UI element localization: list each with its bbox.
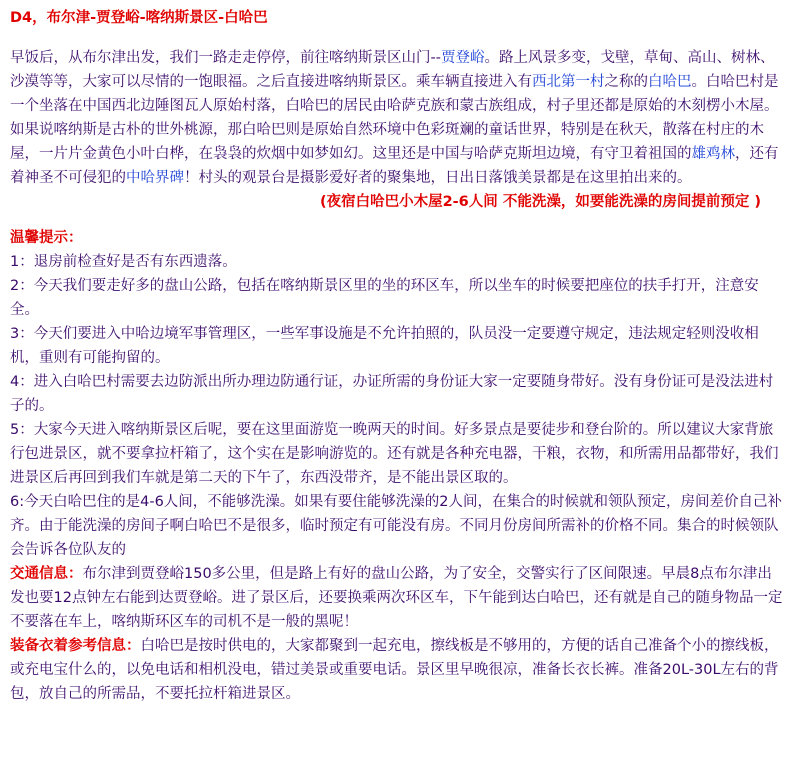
intro-text-2: 。路上风景多变，戈壁，草甸、高山、树林、沙漠等等，大家可以尽情的一饱眼福。之后直接进喀纳斯景区。乘车辆直接进入有	[10, 50, 775, 90]
intro-text-1: 早饭后，从布尔津出发，我们一路走走停停，前往喀纳斯景区山门--	[10, 50, 441, 66]
intro-paragraph	[10, 46, 785, 190]
tips-heading: 温馨提示：	[10, 230, 83, 246]
intro-text-4: 。白哈巴村是一个坐落在中国西北边陲图瓦人原始村落，白哈巴的居民由哈萨克族和蒙古族组成，村子里还都是原始的木刻楞小木屋。如果说喀纳斯是古朴的世外桃源，那白哈巴则是原始自然环境中色彩斑斓的童话世界，特别是在秋天，散落在村庄的木屋，一片片金黄色小叶白桦，在袅袅的炊烟中如梦如幻。这里还是中国与哈萨克斯坦边境，有守卫着祖国的	[10, 74, 779, 162]
intro-text-6: ！村头的观景台是摄影爱好者的聚集地，日出日落饿美景都是在这里拍出来的。	[184, 170, 692, 186]
place-jiadengyu: 贾登峪	[440, 50, 485, 66]
place-xibei-first-village: 西北第一村	[532, 74, 605, 90]
gear-info-text: 白哈巴是按时供电的，大家都聚到一起充电，擦线板是不够用的，方便的话自己准备个小的擦线板，或充电宝什么的，以免电话和相机没电，错过美景或重要电话。景区里早晚很凉，准备长衣长裤。准备20L-30L左右的背包，放自己的所需品，不要托拉杆箱进景区。	[10, 638, 779, 702]
tip-item-5: 5：大家今天进入喀纳斯景区后呢，要在这里面游览一晚两天的时间。好多景点是要徒步和登台阶的。所以建议大家背旅行包进景区，就不要拿拉杆箱了，这个实在是影响游览的。还有就是各种充电器，干粮，衣物，和所需用品都带好，我们进景区后再回到我们车就是第二天的下午了，东西没带齐，是不能出景区取的。	[10, 422, 779, 486]
place-border-marker: 中哈界碑	[126, 170, 184, 186]
tip-item-3: 3：今天们要进入中哈边境军事管理区，一些军事设施是不允许拍照的，队员没一定要遵守规定，违法规定轻则没收相机，重则有可能拘留的。	[10, 326, 759, 366]
intro-text-5: ，还有着神圣不可侵犯的	[10, 146, 779, 186]
accommodation-note: (夜宿白哈巴小木屋2-6人间 不能洗澡，如要能洗澡的房间提前预定 )	[319, 194, 761, 210]
traffic-info-text: 布尔津到贾登峪150多公里，但是路上有好的盘山公路，为了安全，交警实行了区间限速。早晨8点布尔津出发也要12点钟左右能到达贾登峪。进了景区后，还要换乘两次环区车，下午能到达白哈巴，还有就是自己的随身物品一定不要落在车上，喀纳斯环区车的司机不是一般的黑呢！	[10, 566, 783, 630]
gear-info-label: 装备衣着参考信息：	[10, 638, 141, 654]
tip-item-6: 6:今天白哈巴住的是4-6人间，不能够洗澡。如果有要住能够洗澡的2人间，在集合的时候就和领队预定，房间差价自己补齐。由于能洗澡的房间子啊白哈巴不是很多，临时预定有可能没有房。不同月份房间所需补的价格不同。集合的时候领队会告诉各位队友的	[10, 494, 783, 558]
place-xiongjilin: 雄鸡林	[691, 146, 735, 162]
intro-text-3: 之称的	[604, 74, 648, 90]
tip-item-1: 1：退房前检查好是否有东西遗落。	[10, 254, 237, 270]
tip-item-4: 4：进入白哈巴村需要去边防派出所办理边防通行证，办证所需的身份证大家一定要随身带好。没有身份证可是没法进村子的。	[10, 374, 774, 414]
traffic-info-label: 交通信息：	[10, 566, 83, 582]
tip-item-2: 2：今天我们要走好多的盘山公路，包括在喀纳斯景区里的坐的环区车，所以坐车的时候要把座位的扶手打开，注意安全。	[10, 278, 759, 318]
place-baihaba: 白哈巴	[648, 74, 692, 90]
day-title: D4，布尔津-贾登峪-喀纳斯景区-白哈巴	[10, 10, 268, 26]
traffic-info	[10, 562, 785, 634]
gear-info	[10, 634, 785, 706]
